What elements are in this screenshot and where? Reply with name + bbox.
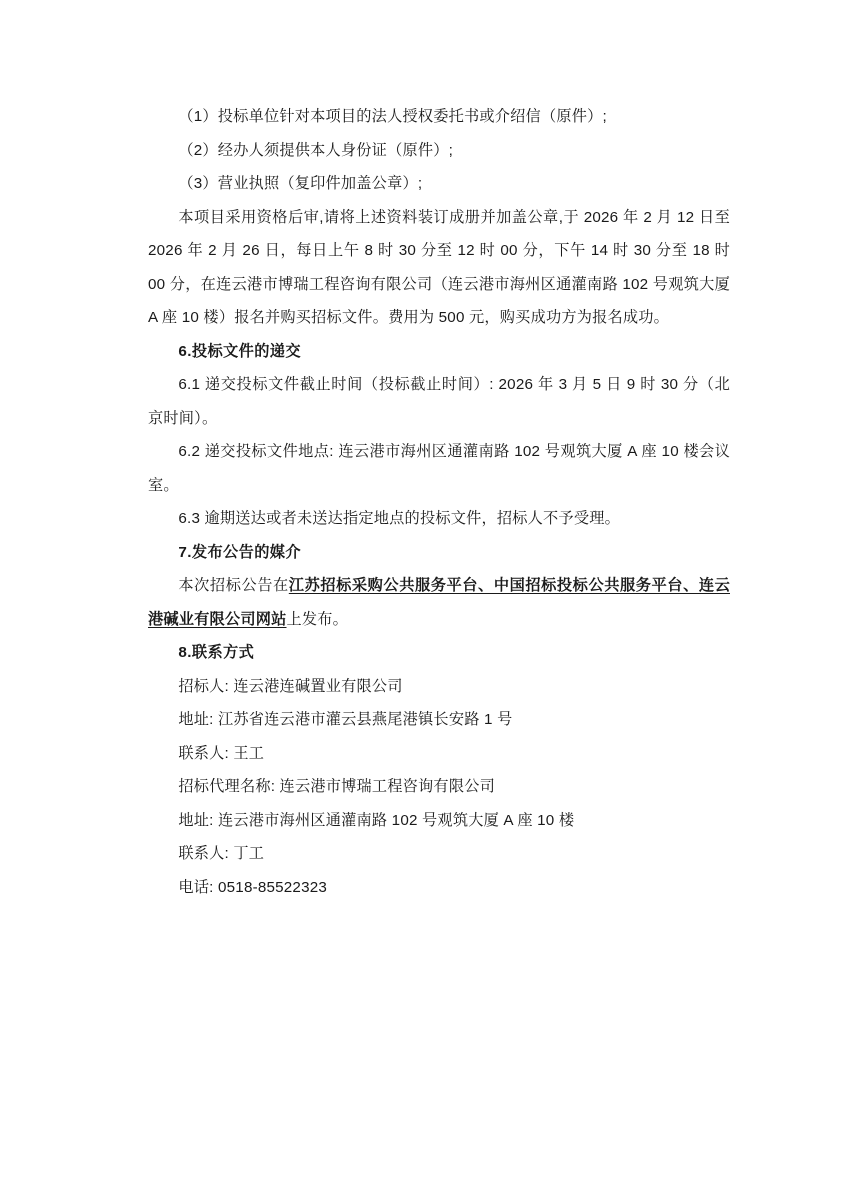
section7-paragraph (148, 569, 730, 636)
registration-paragraph: 本项目采用资格后审,请将上述资料装订成册并加盖公章,于 2026 年 2 月 12 日至 2026 年 2 月 26 日，每日上午 8 时 30 分至 12 时 00 分，下午 14 时 30 分至 18 时 00 分，在连云港市博瑞工程咨询有限公司（连云港市海州区通灌南路 102 号观筑大厦 A 座 10 楼）报名并购买招标文件。费用为 500 元，购买成功方为报名成功。 (148, 208, 730, 326)
section7-suffix: 上发布。 (286, 610, 349, 628)
list-item: （2）经办人须提供本人身份证（原件）; (178, 141, 454, 159)
contact-line-agent: 招标代理名称: 连云港市博瑞工程咨询有限公司 (178, 778, 495, 795)
section-heading-6: 6.投标文件的递交 (178, 342, 301, 360)
contact-line-phone: 电话: 0518-85522323 (178, 878, 328, 896)
contact-line-agent-person: 联系人: 丁工 (178, 845, 265, 862)
section6-item: 6.1 递交投标文件截止时间（投标截止时间）: 2026 年 3 月 5 日 9 时 30 分（北京时间）。 (148, 376, 730, 427)
section6-item: 6.3 逾期送达或者未送达指定地点的投标文件，招标人不予受理。 (178, 510, 620, 527)
document-body (148, 100, 730, 904)
contact-line-tenderer: 招标人: 连云港连碱置业有限公司 (178, 677, 403, 695)
section6-item: 6.2 递交投标文件地点: 连云港市海州区通灌南路 102 号观筑大厦 A 座 10 楼会议室。 (148, 443, 730, 494)
list-item: （3）营业执照（复印件加盖公章）; (178, 175, 423, 192)
section7-prefix: 本次招标公告在 (178, 577, 289, 594)
section-heading-7: 7.发布公告的媒介 (178, 543, 301, 561)
contact-line-address: 地址: 江苏省连云港市灌云县燕尾港镇长安路 1 号 (178, 711, 513, 728)
contact-line-agent-address: 地址: 连云港市海州区通灌南路 102 号观筑大厦 A 座 10 楼 (178, 811, 575, 829)
media-platform-link[interactable]: 江苏招标采购公共服务平台、中国招标投标公共服务平台、连云港碱业有限公司网站 (148, 577, 730, 628)
section-heading-8: 8.联系方式 (178, 644, 255, 661)
contact-line-person: 联系人: 王工 (178, 744, 265, 762)
list-item: （1）投标单位针对本项目的法人授权委托书或介绍信（原件）; (178, 108, 607, 125)
